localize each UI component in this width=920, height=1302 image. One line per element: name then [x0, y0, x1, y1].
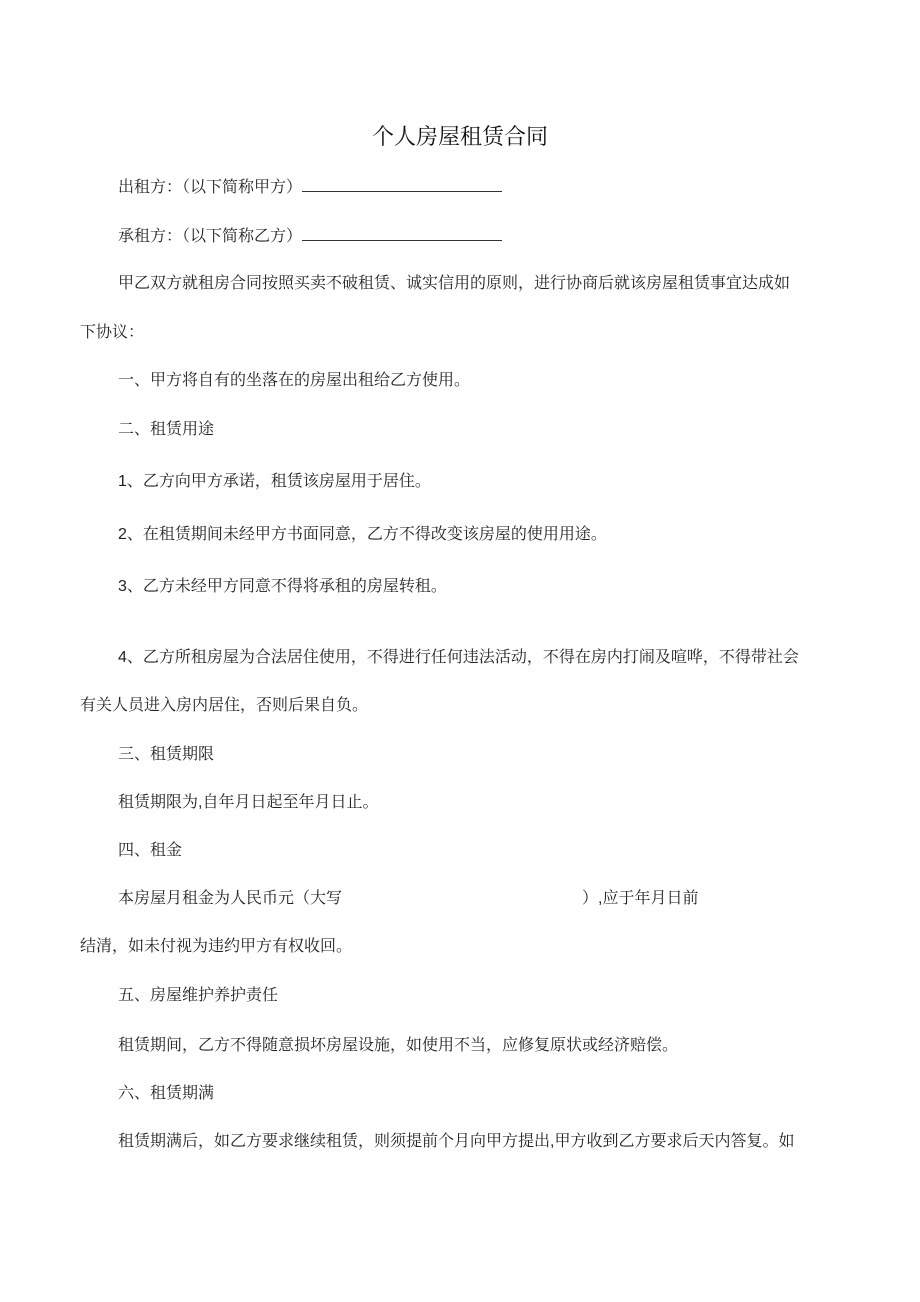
clause6-heading: 六、租赁期满	[118, 1085, 215, 1102]
clause2-item4-line2: 有关人员进入房内居住，否则后果自负。	[80, 697, 369, 714]
clause2-item1: 1、乙方向甲方承诺，租赁该房屋用于居住。	[118, 473, 431, 490]
clause2-item2: 2、在租赁期间未经甲方书面同意，乙方不得改变该房屋的使用用途。	[118, 526, 607, 543]
clause6-text: 租赁期满后，如乙方要求继续租赁，则须提前个月向甲方提出,甲方收到乙方要求后天内答复。如	[118, 1133, 795, 1150]
clause4-line2: 结清，如未付视为违约甲方有权收回。	[80, 938, 353, 955]
clause3-heading: 三、租赁期限	[118, 746, 215, 763]
intro-line1: 甲乙双方就租房合同按照买卖不破租赁、诚实信用的原则，进行协商后就该房屋租赁事宜达成如	[118, 275, 791, 292]
clause2-heading: 二、租赁用途	[118, 421, 215, 438]
clause2-item4-line1: 4、乙方所租房屋为合法居住使用，不得进行任何违法活动，不得在房内打闹及喧哗，不得带社会	[118, 649, 799, 666]
lessee-line	[118, 226, 502, 247]
clause2-item3: 3、乙方未经甲方同意不得将承租的房屋转租。	[118, 578, 447, 595]
lessee-label: 承租方：（以下简称乙方）	[118, 228, 303, 245]
lessee-blank	[302, 226, 502, 241]
clause4-text-a: 本房屋月租金为人民币元（大写	[118, 890, 343, 907]
lessor-label: 出租方：（以下简称甲方）	[118, 179, 303, 196]
lessor-blank	[302, 177, 502, 192]
clause5-text: 租赁期间，乙方不得随意损坏房屋设施，如使用不当，应修复原状或经济赔偿。	[118, 1037, 679, 1054]
clause4-heading: 四、租金	[118, 842, 183, 859]
clause4-text-b: ）,应于年月日前	[582, 890, 699, 907]
document-title: 个人房屋租赁合同	[371, 124, 548, 149]
clause4-line1	[118, 889, 698, 909]
clause3-text: 租赁期限为,自年月日起至年月日止。	[118, 794, 379, 811]
lessor-line	[118, 177, 502, 198]
intro-line2: 下协议：	[80, 324, 145, 341]
clause1: 一、甲方将自有的坐落在的房屋出租给乙方使用。	[118, 372, 471, 389]
clause5-heading: 五、房屋维护养护责任	[118, 987, 279, 1004]
